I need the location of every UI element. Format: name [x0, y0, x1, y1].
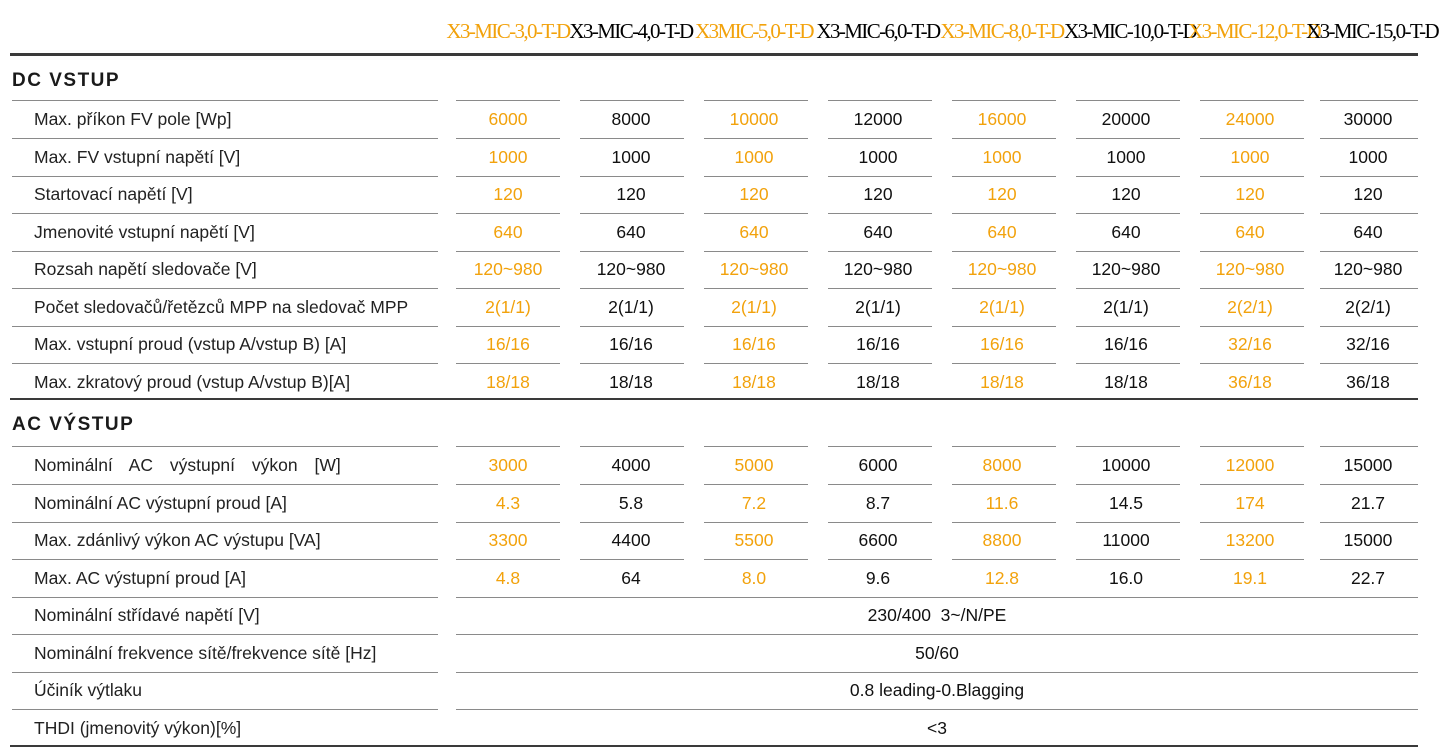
shared-value-cell: 0.8 leading-0.Blagging	[849, 680, 1025, 700]
value-cell: 21.7	[1350, 492, 1386, 513]
value-cell: 5500	[734, 530, 774, 550]
value-cell: 4000	[611, 455, 651, 475]
model-name: X3-MIC-4,0-T-D	[569, 19, 693, 43]
value-cell: 32/16	[1346, 334, 1390, 354]
value-cell: 640	[1111, 221, 1141, 242]
value-cell: 6000	[858, 455, 898, 475]
table-row	[0, 485, 1440, 522]
value-cell: 16/16	[486, 334, 530, 354]
value-cell: 18/18	[486, 371, 530, 392]
value-cell: 15000	[1343, 455, 1393, 475]
value-cell: 24000	[1225, 109, 1275, 129]
value-cell: 8000	[982, 455, 1022, 475]
value-cell: 64	[621, 567, 641, 588]
value-cell: 120~980	[596, 259, 666, 279]
table-row	[0, 447, 1440, 484]
row-label: Max. zdánlivý výkon AC výstupu [VA]	[34, 530, 321, 550]
shared-value-cell: 50/60	[915, 642, 959, 663]
value-cell: 36/18	[1346, 371, 1390, 392]
value-cell: 15000	[1343, 530, 1393, 550]
value-cell: 16000	[977, 109, 1027, 129]
table-row	[0, 251, 1440, 288]
value-cell: 640	[616, 221, 646, 242]
value-cell: 18/18	[609, 371, 653, 392]
value-cell: 5000	[734, 455, 774, 475]
value-cell: 12000	[1225, 455, 1275, 475]
value-cell: 13200	[1225, 530, 1275, 550]
value-cell: 8000	[611, 109, 651, 129]
value-cell: 16/16	[980, 334, 1024, 354]
value-cell: 640	[1235, 221, 1265, 242]
table-row	[0, 214, 1440, 251]
value-cell: 8800	[982, 530, 1022, 550]
row-label: Max. FV vstupní napětí [V]	[34, 146, 241, 167]
value-cell: 5.8	[618, 492, 644, 513]
model-name: X3-MIC-12,0-T-D	[1188, 19, 1321, 43]
value-cell: 16/16	[1104, 334, 1148, 354]
value-cell: 2(1/1)	[855, 296, 901, 317]
value-cell: 1000	[1230, 146, 1270, 167]
value-cell: 16/16	[609, 334, 653, 354]
value-cell: 1000	[734, 146, 774, 167]
value-cell: 2(1/1)	[485, 296, 531, 317]
model-name: X3MIC-5,0-T-D	[695, 19, 813, 43]
value-cell: 8.7	[865, 492, 891, 513]
row-label: Nominální AC výstupní proud [A]	[34, 492, 287, 513]
value-cell: 2(2/1)	[1345, 296, 1391, 317]
value-cell: 640	[863, 221, 893, 242]
value-cell: 120~980	[967, 259, 1037, 279]
value-cell: 120	[616, 184, 646, 204]
value-cell: 8.0	[741, 567, 767, 588]
value-cell: 1000	[982, 146, 1022, 167]
value-cell: 2(1/1)	[731, 296, 777, 317]
row-label: Nominální střídavé napětí [V]	[34, 605, 260, 625]
row-label: Účiník výtlaku	[34, 680, 142, 700]
value-cell: 1000	[1348, 146, 1388, 167]
value-cell: 120~980	[1215, 259, 1285, 279]
value-cell: 6000	[488, 109, 528, 129]
model-name: X3-MIC-6,0-T-D	[816, 19, 940, 43]
value-cell: 120~980	[719, 259, 789, 279]
value-cell: 120	[1353, 184, 1383, 204]
table-row	[0, 176, 1440, 213]
value-cell: 640	[987, 221, 1017, 242]
value-cell: 18/18	[980, 371, 1024, 392]
value-cell: 640	[1353, 221, 1383, 242]
value-cell: 120~980	[473, 259, 543, 279]
model-name: X3-MIC-8,0-T-D	[940, 19, 1064, 43]
table-row	[0, 289, 1440, 326]
section-divider	[10, 398, 1418, 400]
row-label: Jmenovité vstupní napětí [V]	[34, 221, 255, 242]
row-label: Rozsah napětí sledovače [V]	[34, 259, 257, 279]
value-cell: 20000	[1101, 109, 1151, 129]
value-cell: 22.7	[1350, 567, 1386, 588]
value-cell: 120	[739, 184, 769, 204]
value-cell: 3300	[488, 530, 528, 550]
value-cell: 1000	[611, 146, 651, 167]
value-cell: 18/18	[732, 371, 776, 392]
row-label: Max. zkratový proud (vstup A/vstup B)[A]	[34, 371, 351, 392]
row-label: Max. příkon FV pole [Wp]	[34, 109, 232, 129]
table-row	[0, 364, 1440, 401]
value-cell: 32/16	[1228, 334, 1272, 354]
value-cell: 11000	[1102, 530, 1150, 550]
model-name: X3-MIC-15,0-T-D	[1306, 19, 1439, 43]
value-cell: 4400	[611, 530, 651, 550]
shared-value-cell: 230/400 3~/N/PE	[867, 605, 1007, 625]
value-cell: 6600	[858, 530, 898, 550]
value-cell: 12000	[853, 109, 903, 129]
table-row	[0, 597, 1440, 634]
header-divider	[10, 53, 1418, 56]
value-cell: 2(1/1)	[979, 296, 1025, 317]
value-cell: 10000	[1101, 455, 1151, 475]
table-row	[0, 101, 1440, 138]
value-cell: 2(1/1)	[1103, 296, 1149, 317]
value-cell: 640	[739, 221, 769, 242]
value-cell: 16.0	[1108, 567, 1144, 588]
row-label: Nominální frekvence sítě/frekvence sítě [Hz]	[34, 642, 377, 663]
value-cell: 120~980	[1333, 259, 1403, 279]
value-cell: 16/16	[732, 334, 776, 354]
value-cell: 1000	[1106, 146, 1146, 167]
value-cell: 11.6	[985, 492, 1019, 513]
model-header	[0, 0, 1440, 60]
value-cell: 30000	[1343, 109, 1393, 129]
value-cell: 2(2/1)	[1227, 296, 1273, 317]
value-cell: 36/18	[1228, 371, 1272, 392]
row-label: Max. AC výstupní proud [A]	[34, 567, 247, 588]
value-cell: 120~980	[843, 259, 913, 279]
value-cell: 19.1	[1232, 567, 1268, 588]
value-cell: 4.8	[495, 567, 521, 588]
section-title-dc: DC VSTUP	[12, 70, 121, 91]
value-cell: 14.5	[1108, 492, 1144, 513]
row-label: Počet sledovačů/řetězců MPP na sledovač MPP	[34, 296, 409, 317]
table-row	[0, 710, 1440, 747]
value-cell: 3000	[488, 455, 528, 475]
value-cell: 120	[863, 184, 893, 204]
table-row	[0, 139, 1440, 176]
row-label: THDI (jmenovitý výkon)[%]	[34, 717, 242, 738]
value-cell: 120~980	[1091, 259, 1161, 279]
table-bottom-rule	[10, 745, 1418, 747]
table-row	[0, 326, 1440, 363]
value-cell: 120	[987, 184, 1017, 204]
value-cell: 18/18	[1104, 371, 1148, 392]
value-cell: 174	[1235, 492, 1265, 513]
value-cell: 18/18	[856, 371, 900, 392]
section-title-ac: AC VÝSTUP	[12, 414, 135, 435]
model-name: X3-MIC-3,0-T-D	[446, 19, 570, 43]
table-row	[0, 635, 1440, 672]
table-row	[0, 672, 1440, 709]
shared-value-cell: <3	[927, 717, 947, 738]
row-label: Startovací napětí [V]	[34, 184, 193, 204]
table-row	[0, 560, 1440, 597]
value-cell: 2(1/1)	[608, 296, 654, 317]
table-row	[0, 522, 1440, 559]
value-cell: 12.8	[984, 567, 1020, 588]
model-name: X3-MIC-10,0-T-D	[1064, 19, 1197, 43]
value-cell: 640	[493, 221, 523, 242]
value-cell: 9.6	[865, 567, 891, 588]
value-cell: 1000	[488, 146, 528, 167]
value-cell: 16/16	[856, 334, 900, 354]
value-cell: 120	[1235, 184, 1265, 204]
value-cell: 10000	[729, 109, 779, 129]
value-cell: 1000	[858, 146, 898, 167]
value-cell: 7.2	[741, 492, 767, 513]
value-cell: 120	[493, 184, 523, 204]
value-cell: 120	[1111, 184, 1141, 204]
row-label: Nominální AC výstupní výkon [W]	[34, 455, 341, 475]
row-label: Max. vstupní proud (vstup A/vstup B) [A]	[34, 334, 347, 354]
value-cell: 4.3	[495, 492, 521, 513]
